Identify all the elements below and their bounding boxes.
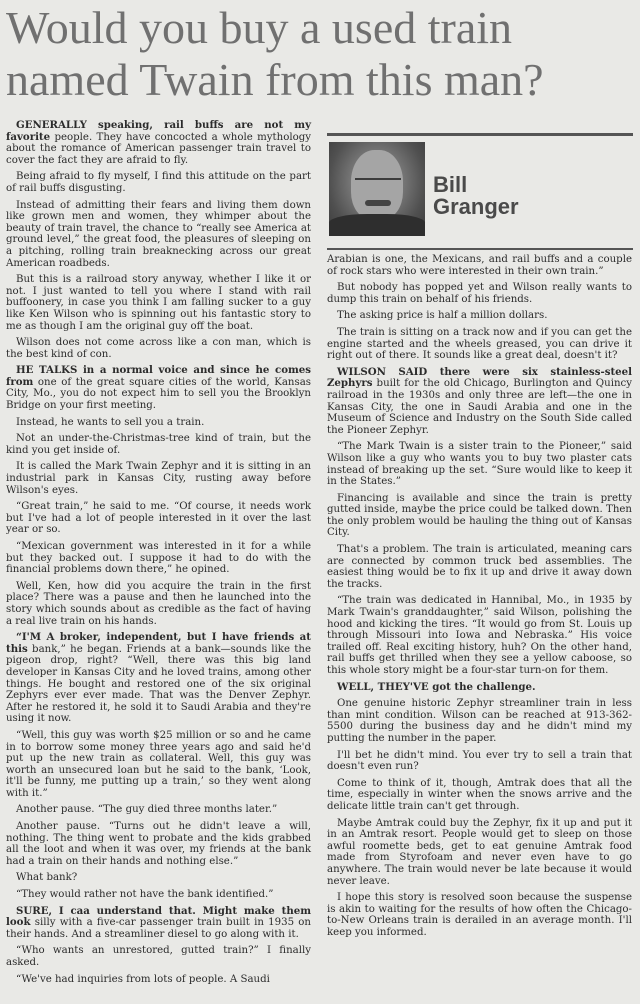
paragraph-lead: “I'M A broker, independent, but I have friends at this [6, 631, 311, 655]
paragraph-text: It is called the Mark Twain Zephyr and it is sitting in an industrial park in Kansas City, rusting away before Wilson's eyes. [6, 461, 311, 496]
paragraph-text: Instead, he wants to sell you a train. [16, 416, 205, 428]
paragraph-text: one of the great square cities of the world, Kansas City, Mo., you do not expect him to sell you the Brooklyn Bridge on your first meeting. [6, 376, 311, 412]
paragraph [6, 872, 311, 884]
paragraph-text: Maybe Amtrak could buy the Zephyr, fix it up and put it in an Amtrak resort. People would get to sleep on those awful roomette beds, get to eat genuine Amtrak food made from Styrofoam and never even have to go anywhere. The train would never be late because it would never leave. [327, 817, 632, 887]
paragraph [327, 750, 632, 773]
paragraph [327, 778, 632, 813]
paragraph-lead: HE TALKS in a normal voice and since he comes from [6, 364, 311, 388]
paragraph [6, 417, 311, 429]
paragraph [6, 906, 311, 941]
paragraph [327, 441, 632, 487]
paragraph-text: Well, Ken, how did you acquire the train in the first place? There was a pause and then he launched into the story which sounds about as credible as the fact of having a real live train on his hands. [6, 580, 311, 627]
paragraph-text: Not an under-the-Christmas-tree kind of train, but the kind you get inside of. [6, 433, 311, 456]
paragraph-text: The train is sitting on a track now and if you can get the engine started and the wheels greased, you can drive it right out of there. It sounds like a great deal, doesn't it? [327, 326, 632, 362]
paragraph-text: built for the old Chicago, Burlington and Quincy railroad in the 1930s and only three are left—the one in Kansas City, the one in Saudi Arabia and one in the Museum of Science and Industry on the South Side called the Pioneer Zephyr. [327, 378, 632, 436]
paragraph [6, 821, 311, 867]
paragraph [6, 632, 311, 725]
paragraph-text: The asking price is half a million dollars. [337, 310, 548, 322]
paragraph [327, 698, 632, 744]
paragraph [6, 200, 311, 270]
paragraph-text: bank,” he began. Friends at a bank—sounds like the pigeon drop, right? “Well, there was this big land developer in Kansas City and he loved trains, among other things. He bought and restored one of the six original Zephyrs ever ever made. That was the Denver Zephyr. After he restored it, he sold it to Saudi Arabia and they're using it now. [6, 643, 311, 725]
paragraph [6, 365, 311, 411]
left-column [6, 120, 311, 990]
paragraph-text: Instead of admitting their fears and living them down like grown men and women, they whimper about the beauty of train travel, the chance to “really see America at ground level,” the great food, the pleasures of sleeping on a pitching, rolling train breaknecking across our great American roadbeds. [6, 199, 311, 269]
byline-box [327, 133, 633, 250]
paragraph-lead: GENERALLY speaking, rail buffs are not my favorite [6, 119, 311, 143]
byline-first-name: Bill [433, 172, 468, 197]
paragraph-text: “Well, this guy was worth $25 million or so and he came in to borrow some money three years ago and said he'd put up the new train as collateral. Well, this guy was worth an unsecured loan but he said to the bank, ‘Look, it'll be funny, me putting up a train,’ so they went along with it.” [6, 729, 311, 799]
paragraph [6, 433, 311, 456]
paragraph [327, 367, 632, 437]
paragraph-lead: WILSON SAID there were six stainless-steel Zephyrs [327, 365, 632, 390]
paragraph-text: Being afraid to fly myself, I find this attitude on the part of rail buffs disgusting. [6, 171, 311, 194]
paragraph-text: But this is a railroad story anyway, whether I like it or not. I just wanted to tell you where I stand with rail buffoonery, in case you think I am falling sucker to a guy like Ken Wilson who is spinning out his fantastic story to me as though I am the original guy off the boat. [6, 274, 311, 332]
paragraph-text: What bank? [16, 872, 78, 884]
paragraph-lead: SURE, I caa understand that. Might make them look [6, 904, 311, 929]
paragraph [6, 501, 311, 536]
paragraph-text: Come to think of it, though, Amtrak does that all the time, especially in winter when the snows arrive and the delicate little train can't get through. [327, 777, 632, 812]
paragraph [327, 493, 632, 539]
glasses-icon [355, 178, 401, 190]
paragraph-text: “The Mark Twain is a sister train to the Pioneer,” said Wilson like a guy who wants you to buy two plaster cats instead of breaking up the set. “Sure would like to keep it in the States.” [327, 441, 632, 488]
paragraph-text: “The train was dedicated in Hannibal, Mo., in 1935 by Mark Twain's granddaughter,” said Wilson, polishing the hood and kicking the tires. “It would go from St. Louis up through Missouri into Iowa and Nebraska.” His voice trailed off. Real exciting history, huh? On the other hand, rail buffs get thrilled when they see a yellow caboose, so this whole story might be a four-star turn-on for them. [327, 595, 632, 676]
paragraph [6, 120, 311, 166]
mustache-icon [365, 200, 391, 206]
paragraph-text: I'll bet he didn't mind. You ever try to sell a train that doesn't even run? [327, 749, 632, 773]
paragraph [6, 804, 311, 816]
paragraph [327, 682, 632, 694]
paragraph [327, 327, 632, 362]
paragraph [6, 461, 311, 496]
paragraph [6, 581, 311, 627]
paragraph-text: silly with a five-car passenger train built in 1935 on their hands. And a streamliner diesel to go along with it. [6, 917, 311, 940]
paragraph-text: “They would rather not have the bank identified.” [16, 889, 274, 901]
paragraph [327, 544, 632, 590]
paragraph [327, 595, 632, 676]
headline-line-1: Would you buy a used train [6, 2, 513, 53]
paragraph-lead: WELL, THEY'VE got the challenge. [337, 680, 536, 693]
paragraph-text: One genuine historic Zephyr streamliner train in less than mint condition. Wilson can be reached at 913-362-5500 during the business day and he didn't mind my putting the number in the paper. [327, 698, 632, 744]
paragraph-text: That's a problem. The train is articulated, meaning cars are connected by common truck bed assemblies. The easiest thing would be to fix it up and drive it away down the tracks. [327, 544, 632, 590]
paragraph-text: “Mexican government was interested in it for a while but they backed out. I suppose it had to do with the financial problems down there,” he opined. [6, 541, 311, 576]
paragraph-text: But nobody has popped yet and Wilson really wants to dump this train on behalf of his friends. [327, 282, 632, 305]
paragraph-text: Financing is available and since the train is pretty gutted inside, maybe the price could be talked down. Then the only problem would be hauling the thing out of Kansas City. [327, 492, 632, 539]
paragraph-text: Wilson does not come across like a con man, which is the best kind of con. [6, 337, 311, 360]
paragraph-text: Another pause. “The guy died three months later.” [16, 804, 278, 816]
paragraph [327, 892, 632, 938]
paragraph-text: Arabian is one, the Mexicans, and rail buffs and a couple of rock stars who were interested in their own train.” [327, 254, 632, 277]
paragraph [6, 274, 311, 332]
paragraph-text: Another pause. “Turns out he didn't leave a will, nothing. The thing went to probate and the kids grabbed all the loot and when it was over, my friends at the bank had a train on their hands and nothing else.” [6, 821, 311, 867]
right-column [327, 254, 632, 943]
paragraph-text: I hope this story is resolved soon because the suspense is akin to waiting for the results of how often the Chicago-to-New Orleans train is derailed in an average month. I'll keep you informed. [327, 892, 632, 938]
headline-line-2: named Twain from this man? [6, 54, 544, 105]
paragraph [6, 171, 311, 194]
paragraph [6, 889, 311, 901]
paragraph [327, 310, 632, 322]
paragraph-text: “Who wants an unrestored, gutted train?” I finally asked. [6, 945, 311, 968]
byline-last-name: Granger [433, 194, 519, 219]
paragraph [327, 282, 632, 305]
paragraph [6, 974, 311, 986]
paragraph-text: “Great train,” he said to me. “Of course, it needs work but I've had a lot of people interested in it over the last year or so. [6, 501, 311, 536]
author-shoulders [329, 214, 425, 236]
headline [6, 2, 636, 106]
paragraph [6, 337, 311, 360]
paragraph-text: people. They have concocted a whole mythology about the romance of American passenger train travel to cover the fact they are afraid to fly. [6, 131, 311, 166]
paragraph [6, 730, 311, 800]
paragraph [6, 945, 311, 968]
author-photo [329, 142, 425, 236]
paragraph [327, 818, 632, 888]
byline-name [433, 174, 519, 218]
paragraph [327, 254, 632, 277]
paragraph-text: “We've had inquiries from lots of people. A Saudi [16, 973, 270, 985]
paragraph [6, 541, 311, 576]
